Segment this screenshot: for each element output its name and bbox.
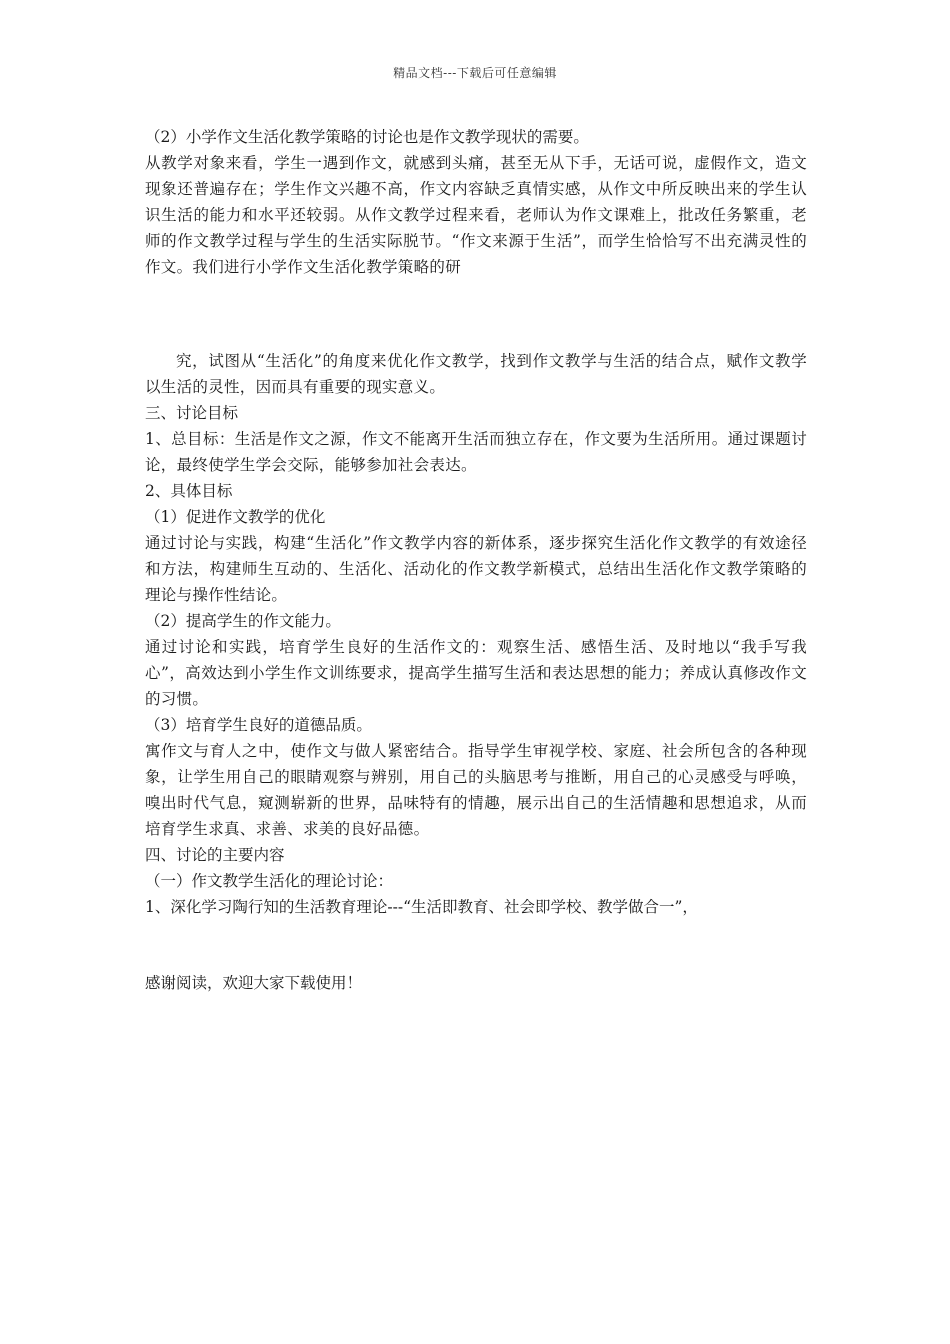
sub-goal-2-text: 通过讨论和实践，培育学生良好的生活作文的：观察生活、感悟生活、及时地以“我手写我心”，高效达到小学生作文训练要求，提高学生描写生活和表达思想的能力；养成认真修改作文的习惯。 xyxy=(145,638,807,708)
section-title-goals: 三、讨论目标 xyxy=(145,404,239,422)
sub-goal-3-title: （3）培育学生良好的道德品质。 xyxy=(145,716,372,734)
paragraph-continuation: 究，试图从“生活化”的角度来优化作文教学，找到作文教学与生活的结合点，赋作文教学以生活的灵性，因而具有重要的现实意义。 xyxy=(145,352,807,396)
footer-note: 感谢阅读，欢迎大家下载使用！ xyxy=(145,974,363,992)
sub-goal-3-text: 寓作文与育人之中，使作文与做人紧密结合。指导学生审视学校、家庭、社会所包含的各种现象，让学生用自己的眼睛观察与辨别，用自己的头脑思考与推断，用自己的心灵感受与呼唤，嗅出时代气息，窥测崭新的世界，品味特有的情趣，展示出自己的生活情趣和思想追求，从而培育学生求真、求善、求美的良好品德。 xyxy=(145,742,807,838)
content-block-1 xyxy=(145,124,807,280)
content-item-1: 1、深化学习陶行知的生活教育理论---“生活即教育、社会即学校、教学做合一”， xyxy=(145,898,698,916)
sub-goal-2-title: （2）提高学生的作文能力。 xyxy=(145,612,341,630)
specific-goals-title: 2、具体目标 xyxy=(145,482,233,500)
sub-goal-1-title: （1）促进作文教学的优化 xyxy=(145,508,326,526)
paragraph-overall-goal: 1、总目标：生活是作文之源，作文不能离开生活而独立存在，作文要为生活所用。通过课题讨论，最终使学生学会交际，能够参加社会表达。 xyxy=(145,430,807,474)
content-block-2 xyxy=(145,348,807,920)
subsection-heading: （2）小学作文生活化教学策略的讨论也是作文教学现状的需要。 xyxy=(145,128,589,146)
section-title-content: 四、讨论的主要内容 xyxy=(145,846,285,864)
page-header: 精品文档---下载后可任意编辑 xyxy=(393,66,557,80)
sub-goal-1-text: 通过讨论与实践，构建“生活化”作文教学内容的新体系，逐步探究生活化作文教学的有效途径和方法，构建师生互动的、生活化、活动化的作文教学新模式，总结出生活化作文教学策略的理论与操作性结论。 xyxy=(145,534,807,604)
content-block-3 xyxy=(145,970,807,996)
part-1-title: （一）作文教学生活化的理论讨论： xyxy=(145,872,394,890)
paragraph-teaching-status: 从教学对象来看，学生一遇到作文，就感到头痛，甚至无从下手，无话可说，虚假作文，造文现象还普遍存在；学生作文兴趣不高，作文内容缺乏真情实感，从作文中所反映出来的学生认识生活的能力和水平还较弱。从作文教学过程来看，老师认为作文课难上，批改任务繁重，老师的作文教学过程与学生的生活实际脱节。“作文来源于生活”，而学生恰恰写不出充满灵性的作文。我们进行小学作文生活化教学策略的研 xyxy=(145,154,807,276)
